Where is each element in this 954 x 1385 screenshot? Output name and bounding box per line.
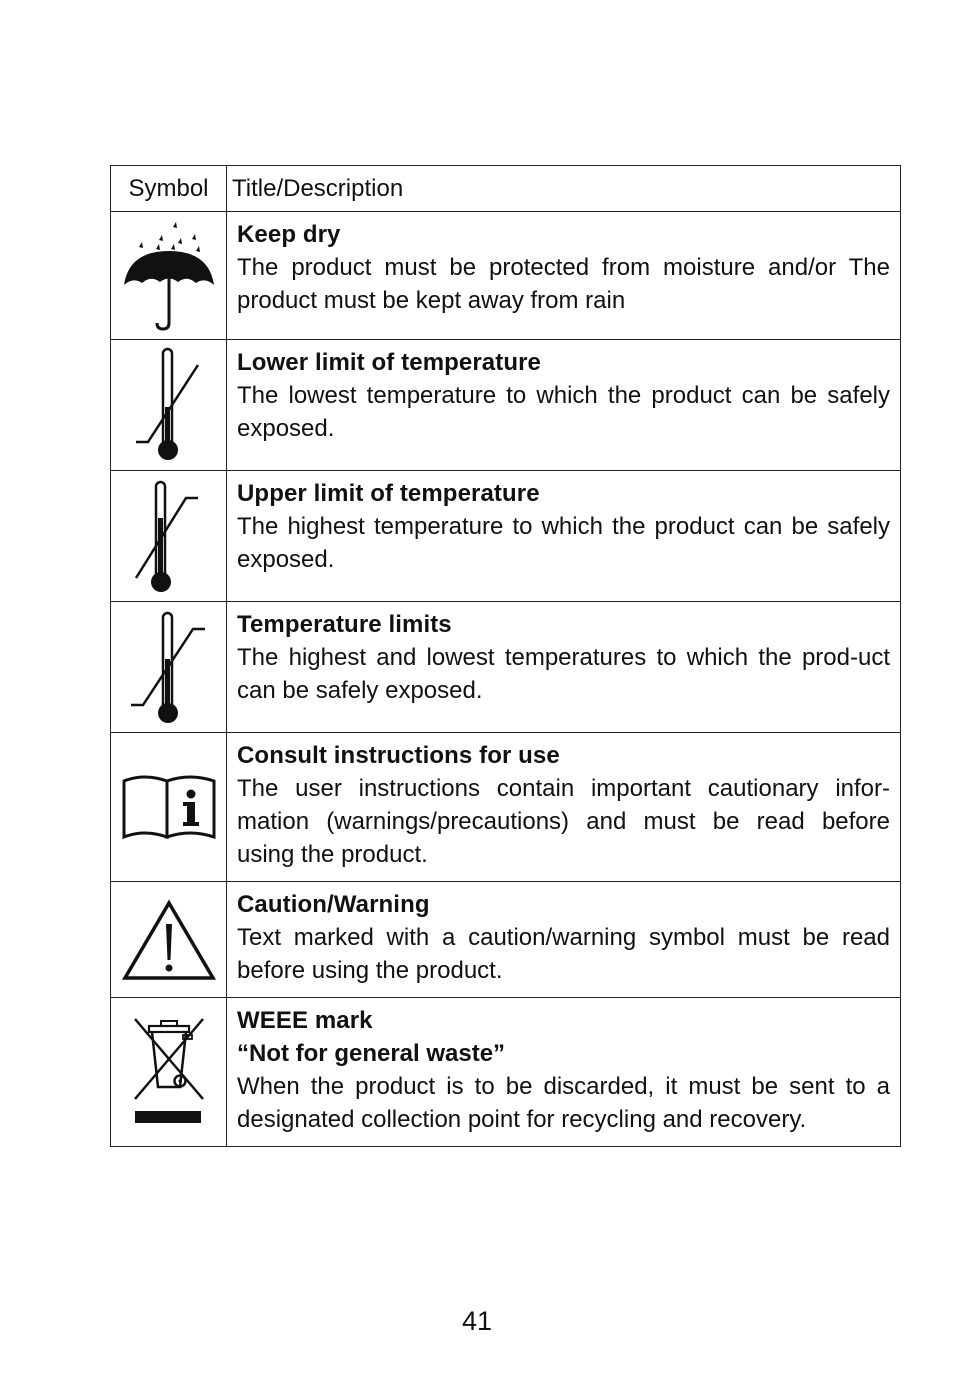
row-text: The product must be protected from moisture and/or The product must be kept away from rain (237, 254, 890, 314)
table-row (111, 340, 901, 471)
crossed-bin-icon (129, 1013, 209, 1131)
row-text: The highest and lowest temperatures to which the prod-uct can be safely exposed. (237, 644, 890, 704)
description-cell (227, 733, 901, 882)
row-title: Caution/Warning (237, 891, 430, 918)
description-cell (227, 882, 901, 998)
description-cell (227, 998, 901, 1147)
symbol-cell (111, 882, 227, 998)
info-book-icon (120, 771, 218, 843)
description-cell (227, 340, 901, 471)
symbol-cell (111, 471, 227, 602)
symbol-cell (111, 733, 227, 882)
symbol-cell (111, 998, 227, 1147)
row-title: WEEE mark (237, 1007, 373, 1034)
symbol-table (110, 165, 901, 1147)
header-description: Title/Description (227, 166, 901, 212)
table-row (111, 602, 901, 733)
row-text: When the product is to be discarded, it must be sent to a designated collection point for recycling and recovery. (237, 1073, 890, 1133)
page-number: 41 (461, 1306, 493, 1336)
row-title: Lower limit of temperature (237, 349, 541, 376)
row-text: The highest temperature to which the product can be safely exposed. (237, 513, 890, 573)
symbol-cell (111, 212, 227, 340)
table-row (111, 733, 901, 882)
description-cell (227, 212, 901, 340)
umbrella-rain-icon (121, 219, 217, 333)
table-row (111, 882, 901, 998)
row-text: The user instructions contain important cautionary infor-mation (warnings/precautions) and must be read before using the product. (237, 775, 890, 868)
description-cell (227, 471, 901, 602)
row-text: The lowest temperature to which the product can be safely exposed. (237, 382, 890, 442)
symbol-cell (111, 602, 227, 733)
header-symbol: Symbol (111, 166, 227, 212)
description-cell (227, 602, 901, 733)
row-text: Text marked with a caution/warning symbol must be read before using the product. (237, 924, 890, 984)
warning-triangle-icon (121, 898, 217, 982)
thermometer-lower-limit-icon (134, 347, 204, 463)
row-title: Consult instructions for use (237, 742, 560, 769)
row-title: Keep dry (237, 221, 341, 248)
table-row (111, 212, 901, 340)
row-title: Temperature limits (237, 611, 452, 638)
table-row (111, 998, 901, 1147)
symbol-cell (111, 340, 227, 471)
thermometer-limits-icon (129, 609, 209, 725)
table-header-row (111, 166, 901, 212)
row-title: Upper limit of temperature (237, 480, 540, 507)
table-row (111, 471, 901, 602)
row-subtitle: “Not for general waste” (237, 1040, 506, 1067)
thermometer-upper-limit-icon (134, 478, 204, 594)
